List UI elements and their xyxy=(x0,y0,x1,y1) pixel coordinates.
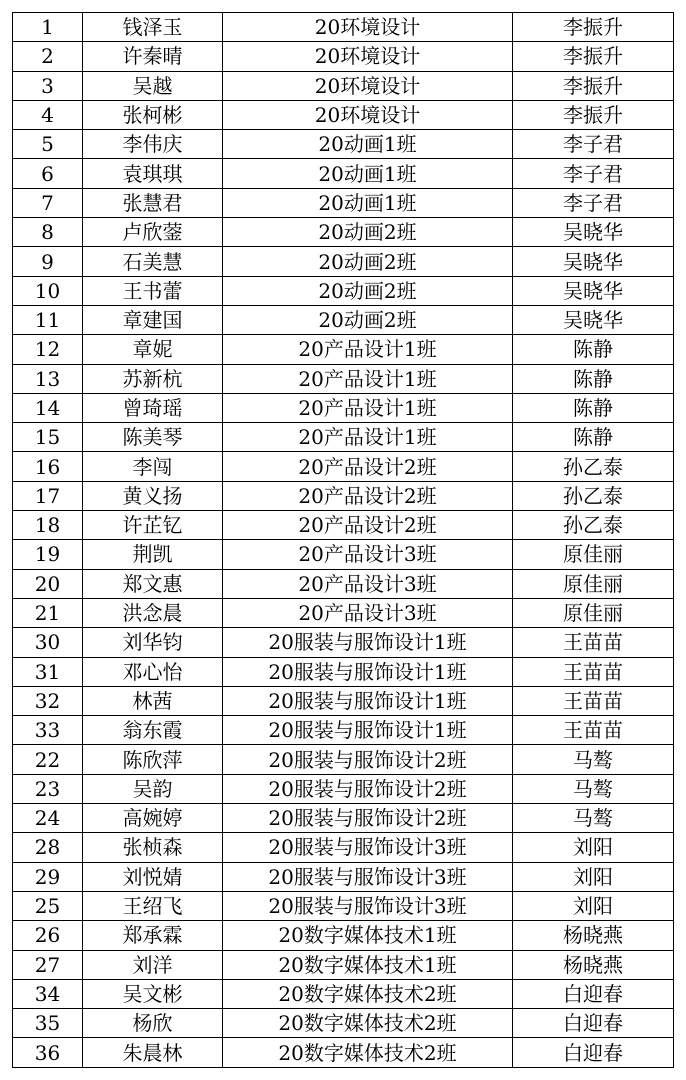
table-row xyxy=(13,1038,674,1067)
table-row xyxy=(13,891,674,920)
class-name-cell: 20服装与服饰设计1班 xyxy=(223,686,513,715)
class-name-cell: 20数字媒体技术2班 xyxy=(223,1038,513,1067)
student-name-cell: 卢欣蓥 xyxy=(83,218,223,247)
row-number-cell: 26 xyxy=(13,921,83,950)
table-row xyxy=(13,540,674,569)
class-name-cell: 20产品设计3班 xyxy=(223,540,513,569)
student-name-cell: 王书蕾 xyxy=(83,276,223,305)
student-name-cell: 苏新杭 xyxy=(83,364,223,393)
class-name-cell: 20数字媒体技术2班 xyxy=(223,979,513,1008)
teacher-name-cell: 吴晓华 xyxy=(513,276,674,305)
row-number-cell: 24 xyxy=(13,804,83,833)
table-row xyxy=(13,42,674,71)
table-row xyxy=(13,100,674,129)
table-row xyxy=(13,979,674,1008)
student-name-cell: 洪念晨 xyxy=(83,598,223,627)
table-row xyxy=(13,716,674,745)
row-number-cell: 33 xyxy=(13,716,83,745)
table-row xyxy=(13,598,674,627)
teacher-name-cell: 陈静 xyxy=(513,364,674,393)
student-roster-table xyxy=(12,12,674,1068)
teacher-name-cell: 陈静 xyxy=(513,393,674,422)
row-number-cell: 28 xyxy=(13,833,83,862)
teacher-name-cell: 李振升 xyxy=(513,42,674,71)
student-name-cell: 吴韵 xyxy=(83,774,223,803)
teacher-name-cell: 白迎春 xyxy=(513,1038,674,1067)
table-row xyxy=(13,276,674,305)
row-number-cell: 32 xyxy=(13,686,83,715)
student-name-cell: 王绍飞 xyxy=(83,891,223,920)
class-name-cell: 20产品设计2班 xyxy=(223,452,513,481)
row-number-cell: 5 xyxy=(13,130,83,159)
table-row xyxy=(13,423,674,452)
row-number-cell: 17 xyxy=(13,481,83,510)
teacher-name-cell: 陈静 xyxy=(513,423,674,452)
student-name-cell: 黄义扬 xyxy=(83,481,223,510)
teacher-name-cell: 陈静 xyxy=(513,335,674,364)
class-name-cell: 20服装与服饰设计1班 xyxy=(223,657,513,686)
teacher-name-cell: 原佳丽 xyxy=(513,540,674,569)
teacher-name-cell: 李振升 xyxy=(513,13,674,42)
teacher-name-cell: 刘阳 xyxy=(513,891,674,920)
teacher-name-cell: 原佳丽 xyxy=(513,598,674,627)
teacher-name-cell: 白迎春 xyxy=(513,1009,674,1038)
teacher-name-cell: 李子君 xyxy=(513,130,674,159)
table-row xyxy=(13,335,674,364)
row-number-cell: 29 xyxy=(13,862,83,891)
table-row xyxy=(13,247,674,276)
table-row xyxy=(13,569,674,598)
student-name-cell: 高婉婷 xyxy=(83,804,223,833)
teacher-name-cell: 刘阳 xyxy=(513,862,674,891)
row-number-cell: 2 xyxy=(13,42,83,71)
teacher-name-cell: 王苗苗 xyxy=(513,686,674,715)
row-number-cell: 21 xyxy=(13,598,83,627)
table-row xyxy=(13,159,674,188)
student-name-cell: 张慧君 xyxy=(83,188,223,217)
class-name-cell: 20服装与服饰设计3班 xyxy=(223,862,513,891)
teacher-name-cell: 马骜 xyxy=(513,804,674,833)
teacher-name-cell: 孙乙泰 xyxy=(513,452,674,481)
row-number-cell: 15 xyxy=(13,423,83,452)
class-name-cell: 20数字媒体技术1班 xyxy=(223,921,513,950)
student-name-cell: 石美慧 xyxy=(83,247,223,276)
student-name-cell: 张柯彬 xyxy=(83,100,223,129)
teacher-name-cell: 孙乙泰 xyxy=(513,481,674,510)
student-name-cell: 张桢森 xyxy=(83,833,223,862)
class-name-cell: 20产品设计3班 xyxy=(223,569,513,598)
student-name-cell: 郑承霖 xyxy=(83,921,223,950)
teacher-name-cell: 吴晓华 xyxy=(513,247,674,276)
row-number-cell: 3 xyxy=(13,71,83,100)
row-number-cell: 13 xyxy=(13,364,83,393)
class-name-cell: 20服装与服饰设计2班 xyxy=(223,745,513,774)
class-name-cell: 20数字媒体技术1班 xyxy=(223,950,513,979)
class-name-cell: 20服装与服饰设计3班 xyxy=(223,891,513,920)
table-row xyxy=(13,950,674,979)
table-row xyxy=(13,686,674,715)
student-name-cell: 袁琪琪 xyxy=(83,159,223,188)
table-row xyxy=(13,364,674,393)
class-name-cell: 20动画1班 xyxy=(223,188,513,217)
student-name-cell: 曾琦瑶 xyxy=(83,393,223,422)
row-number-cell: 6 xyxy=(13,159,83,188)
teacher-name-cell: 杨晓燕 xyxy=(513,921,674,950)
teacher-name-cell: 马骜 xyxy=(513,774,674,803)
class-name-cell: 20服装与服饰设计2班 xyxy=(223,774,513,803)
table-row xyxy=(13,862,674,891)
row-number-cell: 31 xyxy=(13,657,83,686)
student-name-cell: 朱晨林 xyxy=(83,1038,223,1067)
student-name-cell: 章妮 xyxy=(83,335,223,364)
class-name-cell: 20服装与服饰设计2班 xyxy=(223,804,513,833)
teacher-name-cell: 李振升 xyxy=(513,100,674,129)
table-row xyxy=(13,188,674,217)
table-row xyxy=(13,804,674,833)
row-number-cell: 36 xyxy=(13,1038,83,1067)
student-name-cell: 章建国 xyxy=(83,305,223,334)
row-number-cell: 14 xyxy=(13,393,83,422)
class-name-cell: 20产品设计1班 xyxy=(223,364,513,393)
table-row xyxy=(13,745,674,774)
class-name-cell: 20产品设计1班 xyxy=(223,393,513,422)
student-name-cell: 荆凯 xyxy=(83,540,223,569)
teacher-name-cell: 马骜 xyxy=(513,745,674,774)
row-number-cell: 1 xyxy=(13,13,83,42)
row-number-cell: 4 xyxy=(13,100,83,129)
teacher-name-cell: 吴晓华 xyxy=(513,305,674,334)
table-row xyxy=(13,452,674,481)
student-name-cell: 许芷钇 xyxy=(83,511,223,540)
table-row xyxy=(13,833,674,862)
row-number-cell: 8 xyxy=(13,218,83,247)
row-number-cell: 18 xyxy=(13,511,83,540)
class-name-cell: 20产品设计2班 xyxy=(223,511,513,540)
row-number-cell: 7 xyxy=(13,188,83,217)
table-row xyxy=(13,774,674,803)
class-name-cell: 20产品设计3班 xyxy=(223,598,513,627)
student-name-cell: 邓心怡 xyxy=(83,657,223,686)
table-row xyxy=(13,130,674,159)
row-number-cell: 9 xyxy=(13,247,83,276)
table-row xyxy=(13,657,674,686)
student-name-cell: 许秦晴 xyxy=(83,42,223,71)
class-name-cell: 20动画1班 xyxy=(223,130,513,159)
student-name-cell: 李闯 xyxy=(83,452,223,481)
student-name-cell: 杨欣 xyxy=(83,1009,223,1038)
class-name-cell: 20服装与服饰设计1班 xyxy=(223,716,513,745)
class-name-cell: 20产品设计2班 xyxy=(223,481,513,510)
class-name-cell: 20环境设计 xyxy=(223,100,513,129)
class-name-cell: 20动画2班 xyxy=(223,218,513,247)
table-row xyxy=(13,71,674,100)
class-name-cell: 20服装与服饰设计1班 xyxy=(223,628,513,657)
student-name-cell: 陈美琴 xyxy=(83,423,223,452)
student-name-cell: 林茜 xyxy=(83,686,223,715)
table-row xyxy=(13,13,674,42)
class-name-cell: 20服装与服饰设计3班 xyxy=(223,833,513,862)
row-number-cell: 35 xyxy=(13,1009,83,1038)
student-name-cell: 郑文惠 xyxy=(83,569,223,598)
teacher-name-cell: 吴晓华 xyxy=(513,218,674,247)
student-name-cell: 陈欣萍 xyxy=(83,745,223,774)
row-number-cell: 23 xyxy=(13,774,83,803)
class-name-cell: 20数字媒体技术2班 xyxy=(223,1009,513,1038)
class-name-cell: 20产品设计1班 xyxy=(223,335,513,364)
student-name-cell: 李伟庆 xyxy=(83,130,223,159)
row-number-cell: 30 xyxy=(13,628,83,657)
roster-body xyxy=(13,13,674,1068)
student-name-cell: 刘华钧 xyxy=(83,628,223,657)
teacher-name-cell: 白迎春 xyxy=(513,979,674,1008)
row-number-cell: 25 xyxy=(13,891,83,920)
teacher-name-cell: 原佳丽 xyxy=(513,569,674,598)
class-name-cell: 20产品设计1班 xyxy=(223,423,513,452)
student-name-cell: 吴文彬 xyxy=(83,979,223,1008)
row-number-cell: 16 xyxy=(13,452,83,481)
teacher-name-cell: 王苗苗 xyxy=(513,716,674,745)
teacher-name-cell: 杨晓燕 xyxy=(513,950,674,979)
teacher-name-cell: 王苗苗 xyxy=(513,657,674,686)
row-number-cell: 11 xyxy=(13,305,83,334)
student-name-cell: 刘洋 xyxy=(83,950,223,979)
row-number-cell: 27 xyxy=(13,950,83,979)
row-number-cell: 20 xyxy=(13,569,83,598)
teacher-name-cell: 李振升 xyxy=(513,71,674,100)
class-name-cell: 20环境设计 xyxy=(223,13,513,42)
student-name-cell: 翁东霞 xyxy=(83,716,223,745)
table-row xyxy=(13,1009,674,1038)
class-name-cell: 20动画1班 xyxy=(223,159,513,188)
table-row xyxy=(13,218,674,247)
table-row xyxy=(13,305,674,334)
row-number-cell: 12 xyxy=(13,335,83,364)
class-name-cell: 20动画2班 xyxy=(223,276,513,305)
table-row xyxy=(13,393,674,422)
class-name-cell: 20环境设计 xyxy=(223,71,513,100)
student-name-cell: 吴越 xyxy=(83,71,223,100)
row-number-cell: 22 xyxy=(13,745,83,774)
teacher-name-cell: 李子君 xyxy=(513,188,674,217)
student-name-cell: 刘悦婧 xyxy=(83,862,223,891)
teacher-name-cell: 孙乙泰 xyxy=(513,511,674,540)
class-name-cell: 20动画2班 xyxy=(223,305,513,334)
table-row xyxy=(13,511,674,540)
row-number-cell: 10 xyxy=(13,276,83,305)
teacher-name-cell: 王苗苗 xyxy=(513,628,674,657)
teacher-name-cell: 李子君 xyxy=(513,159,674,188)
class-name-cell: 20动画2班 xyxy=(223,247,513,276)
table-row xyxy=(13,481,674,510)
table-row xyxy=(13,628,674,657)
table-row xyxy=(13,921,674,950)
teacher-name-cell: 刘阳 xyxy=(513,833,674,862)
student-name-cell: 钱泽玉 xyxy=(83,13,223,42)
class-name-cell: 20环境设计 xyxy=(223,42,513,71)
row-number-cell: 34 xyxy=(13,979,83,1008)
row-number-cell: 19 xyxy=(13,540,83,569)
